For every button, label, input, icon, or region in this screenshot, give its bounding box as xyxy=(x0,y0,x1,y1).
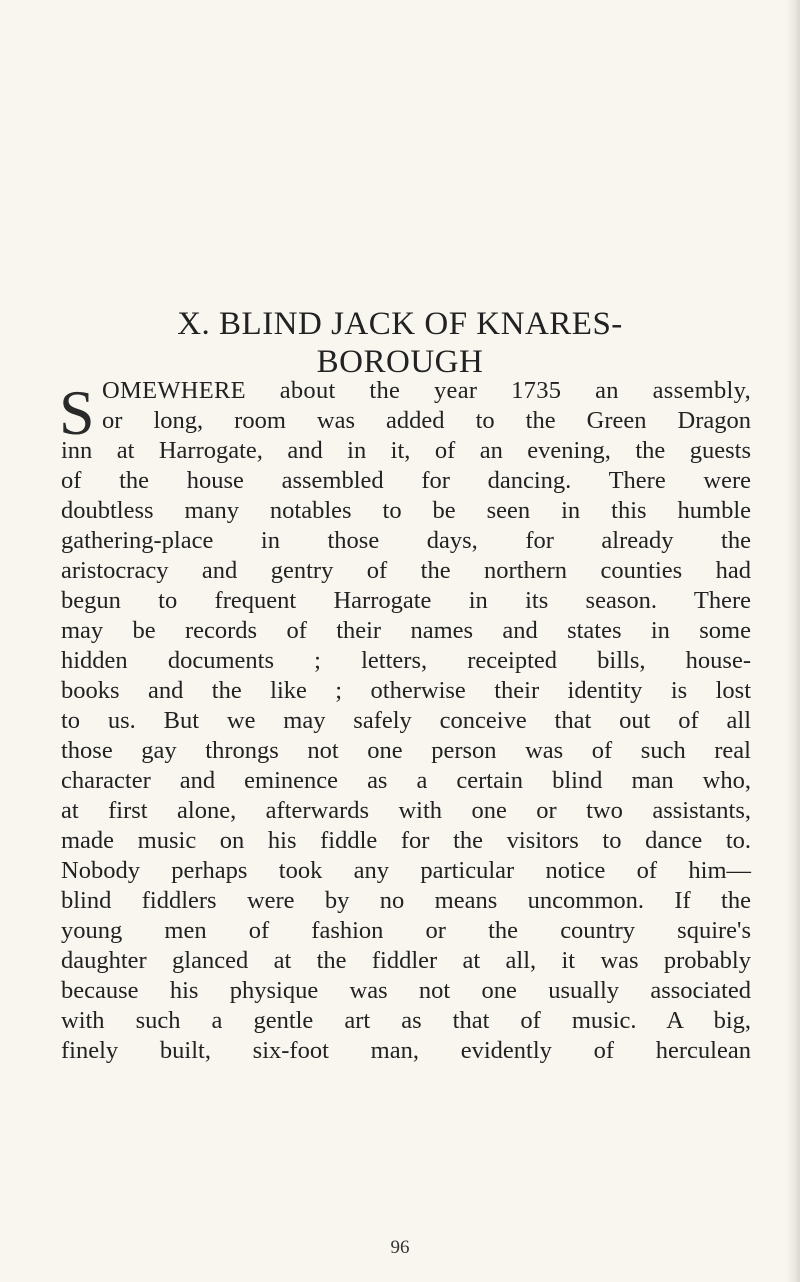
text-line: made music on his fiddle for the visitors to dance to. xyxy=(61,827,751,854)
text-line: inn at Harrogate, and in it, of an evening, the guests xyxy=(61,437,751,464)
text-line: those gay throngs not one person was of such real xyxy=(61,737,751,764)
text-line: Nobody perhaps took any particular notice of him— xyxy=(61,857,751,884)
text-line: daughter glanced at the fiddler at all, it was probably xyxy=(61,947,751,974)
text-line: or long, room was added to the Green Dragon xyxy=(102,407,751,434)
text-line: because his physique was not one usually associated xyxy=(61,977,751,1004)
text-line: doubtless many notables to be seen in this humble xyxy=(61,497,751,524)
drop-cap-letter: S xyxy=(59,377,95,448)
text-line: OMEWHERE about the year 1735 an assembly, xyxy=(102,377,751,404)
text-line: finely built, six-foot man, evidently of herculean xyxy=(61,1037,751,1064)
text-line: hidden documents ; letters, receipted bills, house- xyxy=(61,647,751,674)
text-line: at first alone, afterwards with one or two assistants, xyxy=(61,797,751,824)
chapter-title-line-2: BOROUGH xyxy=(316,344,484,380)
text-line: to us. But we may safely conceive that out of all xyxy=(61,707,751,734)
page-number: 96 xyxy=(390,1237,410,1258)
text-line: with such a gentle art as that of music. A big, xyxy=(61,1007,751,1034)
text-line: gathering-place in those days, for already the xyxy=(61,527,751,554)
text-line: may be records of their names and states in some xyxy=(61,617,751,644)
text-line: young men of fashion or the country squire's xyxy=(61,917,751,944)
text-line: books and the like ; otherwise their identity is lost xyxy=(61,677,751,704)
chapter-title xyxy=(90,305,710,381)
text-line: begun to frequent Harrogate in its season. There xyxy=(61,587,751,614)
text-line: character and eminence as a certain blind man who, xyxy=(61,767,751,794)
text-line: aristocracy and gentry of the northern counties had xyxy=(61,557,751,584)
text-line: blind fiddlers were by no means uncommon. If the xyxy=(61,887,751,914)
chapter-title-line-1: X. BLIND JACK OF KNARES- xyxy=(177,306,623,342)
page-edge-shadow xyxy=(786,0,800,1282)
text-line: of the house assembled for dancing. There were xyxy=(61,467,751,494)
